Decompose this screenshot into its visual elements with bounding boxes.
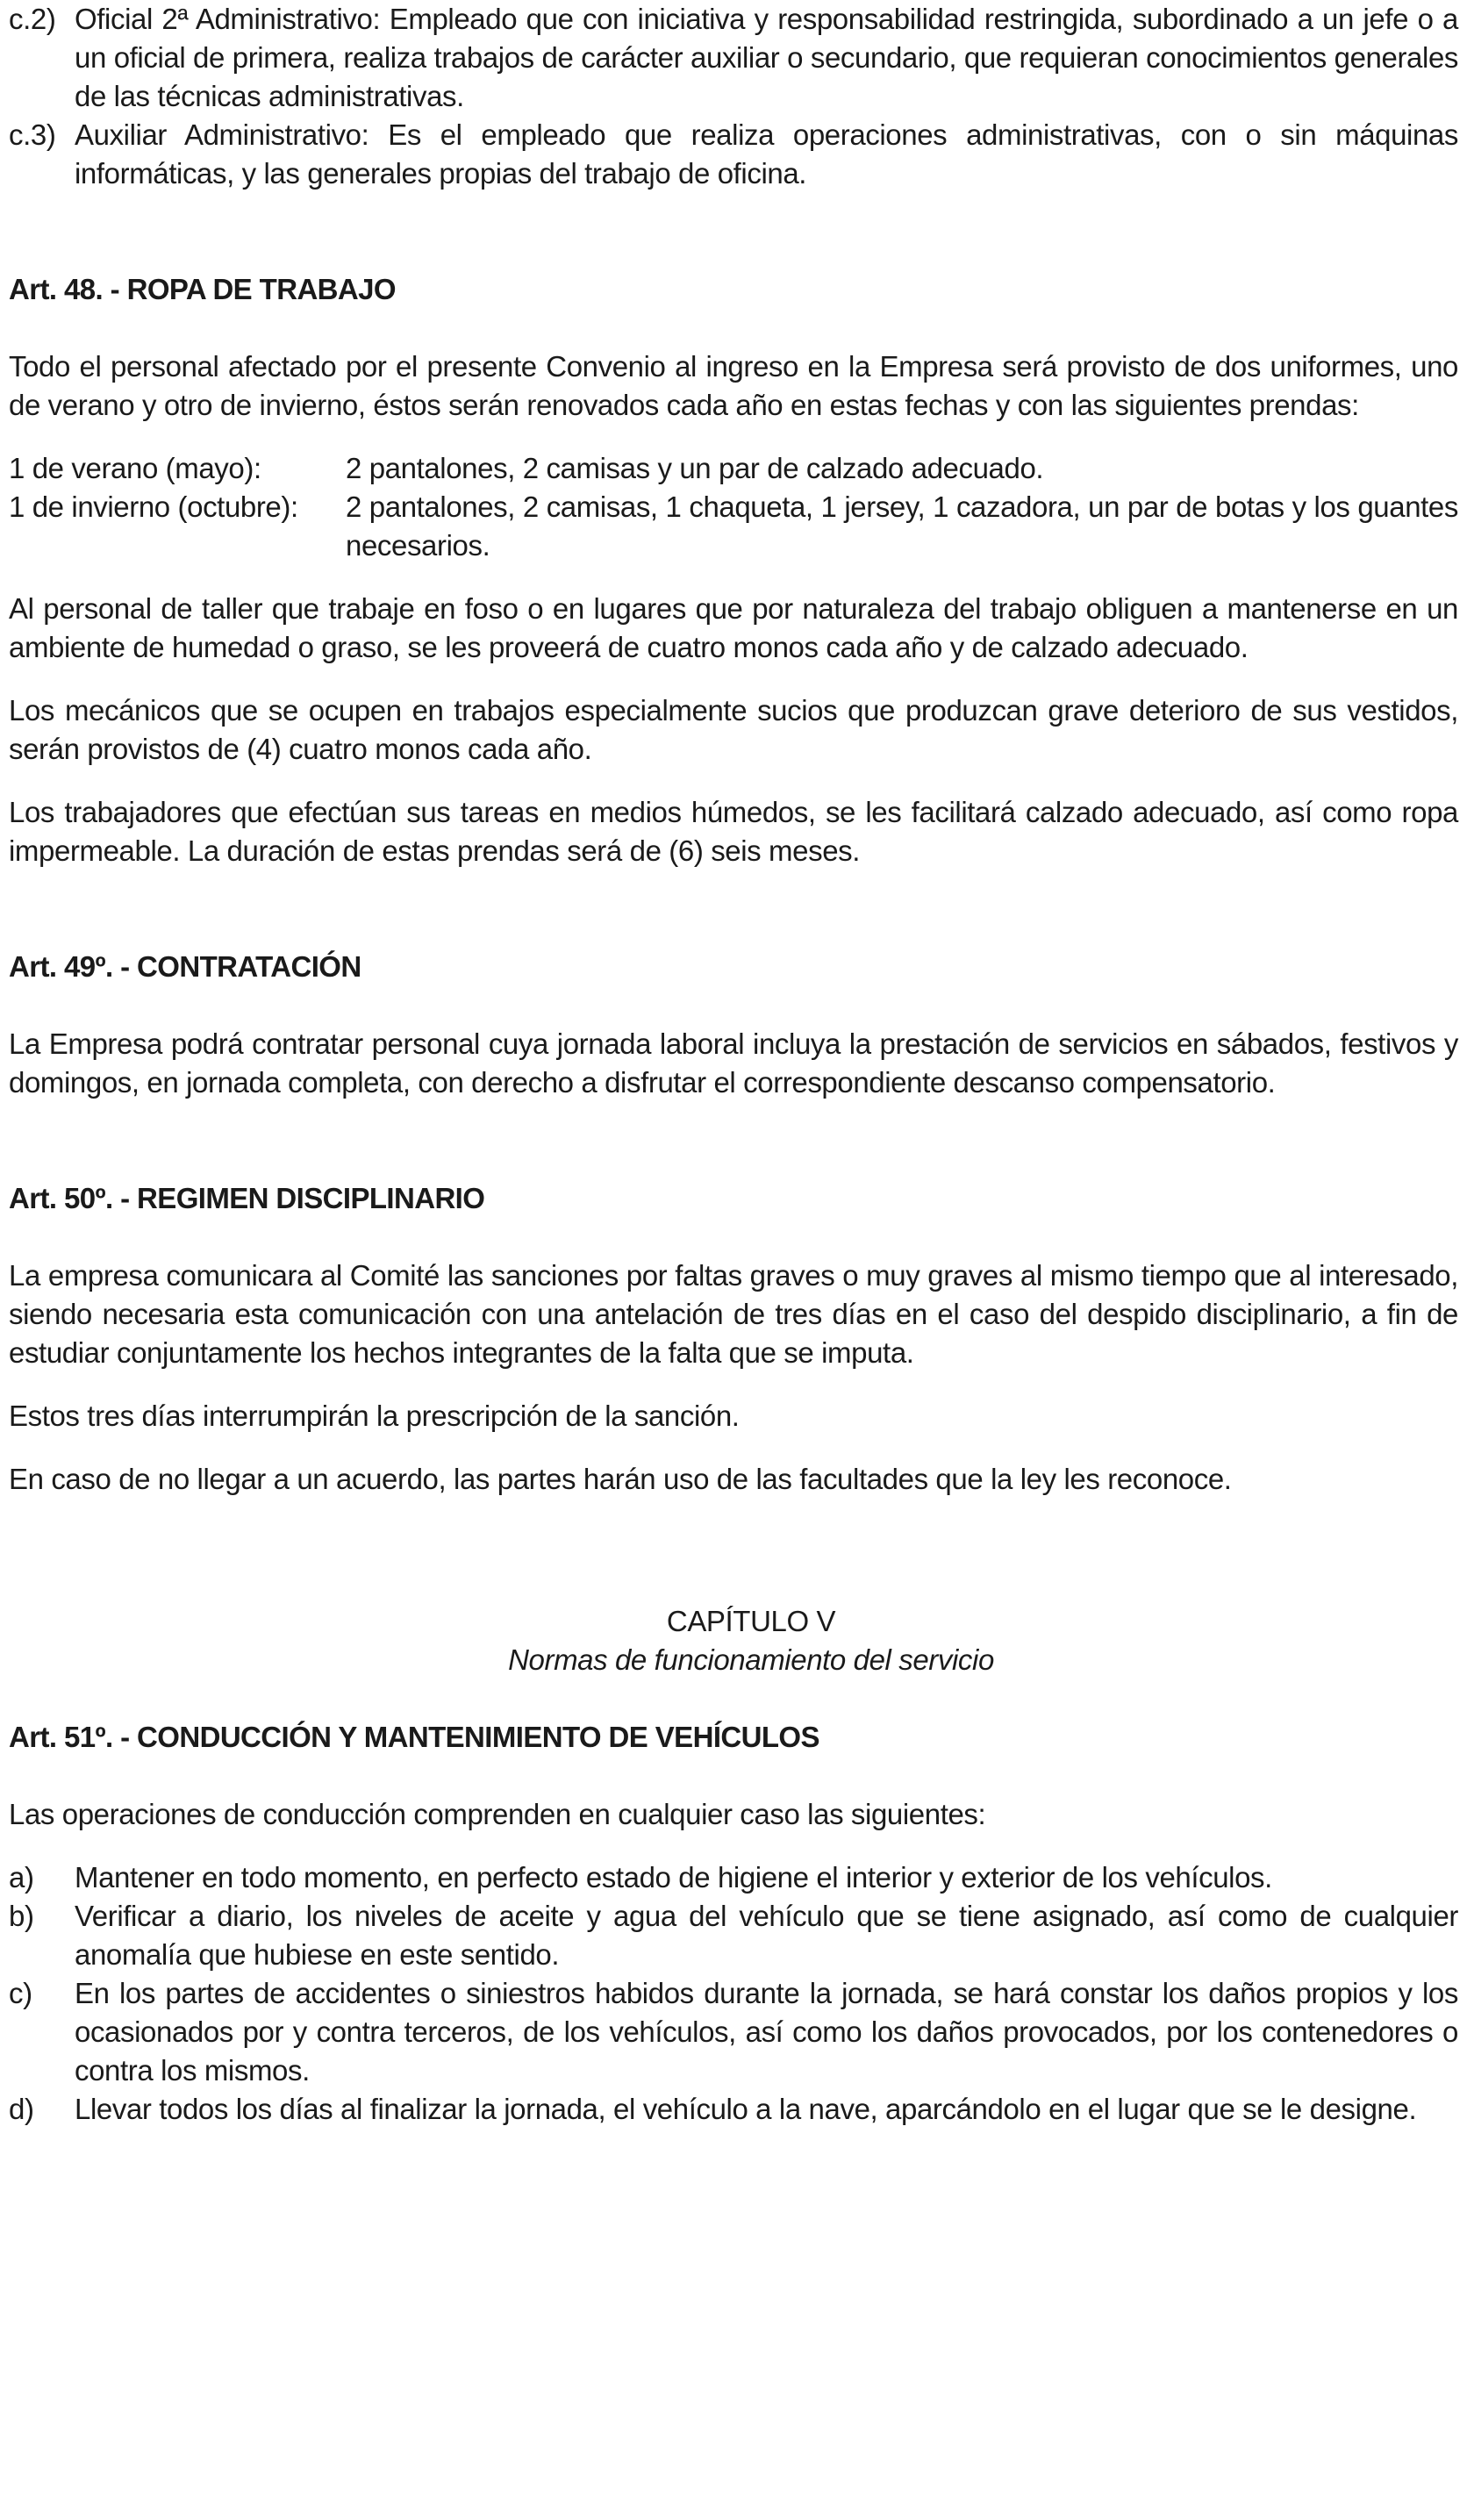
art48-paragraph-2: Al personal de taller que trabaje en foso o en lugares que por naturaleza del trabajo obliguen a mantenerse en un ambiente de humedad o graso, se les proveerá de cuatro monos cada año y de calzado adecuado. — [9, 592, 1458, 663]
art48-paragraph-1: Todo el personal afectado por el presente Convenio al ingreso en la Empresa será provisto de dos uniformes, uno de verano y otro de invierno, éstos serán renovados cada año en estas fechas y con las siguientes prendas: — [9, 350, 1458, 421]
list-item-c3 — [9, 116, 1458, 193]
item-marker: c) — [9, 1977, 32, 2009]
art48-heading: Art. 48. - ROPA DE TRABAJO — [9, 273, 396, 305]
item-text: Verificar a diario, los niveles de aceite y agua del vehículo que se tiene asignado, así como de cualquier anomalía que hubiese en este sentido. — [75, 1900, 1458, 1971]
art50-heading: Art. 50º. - REGIMEN DISCIPLINARIO — [9, 1182, 485, 1214]
list-item-b — [9, 1897, 1458, 1974]
art48-paragraph-4: Los trabajadores que efectúan sus tareas en medios húmedos, se les facilitará calzado adecuado, así como ropa impermeable. La duración de estas prendas será de (6) seis meses. — [9, 796, 1458, 867]
item-marker: c.3) — [9, 118, 56, 151]
chapter-subtitle: Normas de funcionamiento del servicio — [508, 1643, 994, 1676]
list-item-c — [9, 1974, 1458, 2090]
item-marker: a) — [9, 1861, 34, 1894]
uniform-desc: 2 pantalones, 2 camisas, 1 chaqueta, 1 jersey, 1 cazadora, un par de botas y los guantes necesarios. — [346, 490, 1458, 562]
item-text: Oficial 2ª Administrativo: Empleado que con iniciativa y responsabilidad restringida, subordinado a un jefe o a un oficial de primera, realiza trabajos de carácter auxiliar o secundario, que requieran conocimientos generales de las técnicas administrativas. — [75, 3, 1458, 112]
art49-heading: Art. 49º. - CONTRATACIÓN — [9, 950, 361, 983]
art50-paragraph-2: Estos tres días interrumpirán la prescripción de la sanción. — [9, 1400, 740, 1432]
art49-paragraph-1: La Empresa podrá contratar personal cuya jornada laboral incluya la prestación de servicios en sábados, festivos y domingos, en jornada completa, con derecho a disfrutar el correspondiente descanso compensatorio. — [9, 1027, 1458, 1099]
art48-paragraph-3: Los mecánicos que se ocupen en trabajos especialmente sucios que produzcan grave deterioro de sus vestidos, serán provistos de (4) cuatro monos cada año. — [9, 694, 1458, 765]
list-item-c2 — [9, 0, 1458, 116]
art50-paragraph-1: La empresa comunicara al Comité las sanciones por faltas graves o muy graves al mismo tiempo que al interesado, siendo necesaria esta comunicación con una antelación de tres días en el caso del despido disciplinario, a fin de estudiar conjuntamente los hechos integrantes de la falta que se imputa. — [9, 1259, 1458, 1369]
art50-paragraph-3: En caso de no llegar a un acuerdo, las partes harán uso de las facultades que la ley les reconoce. — [9, 1463, 1232, 1495]
list-item-a — [9, 1858, 1458, 1897]
uniform-desc: 2 pantalones, 2 camisas y un par de calzado adecuado. — [346, 452, 1044, 484]
uniform-summer-row — [9, 449, 1458, 488]
document-page — [9, 0, 1458, 2129]
chapter-title: CAPÍTULO V — [666, 1605, 836, 1637]
item-text: En los partes de accidentes o siniestros habidos durante la jornada, se hará constar los daños propios y los ocasionados por y contra terceros, de los vehículos, así como los daños provocados, por los contenedores o contra los mismos. — [75, 1977, 1458, 2087]
item-text: Llevar todos los días al finalizar la jornada, el vehículo a la nave, aparcándolo en el lugar que se le designe. — [75, 2093, 1417, 2125]
uniform-winter-row — [9, 488, 1458, 565]
uniform-label: 1 de verano (mayo): — [9, 452, 261, 484]
art51-heading: Art. 51º. - CONDUCCIÓN Y MANTENIMIENTO DE VEHÍCULOS — [9, 1721, 819, 1753]
item-text: Mantener en todo momento, en perfecto estado de higiene el interior y exterior de los vehículos. — [75, 1861, 1272, 1894]
item-marker: d) — [9, 2093, 34, 2125]
item-marker: b) — [9, 1900, 34, 1932]
item-marker: c.2) — [9, 3, 56, 35]
art51-intro: Las operaciones de conducción comprenden en cualquier caso las siguientes: — [9, 1798, 986, 1830]
item-text: Auxiliar Administrativo: Es el empleado que realiza operaciones administrativas, con o sin máquinas informáticas, y las generales propias del trabajo de oficina. — [75, 118, 1458, 190]
list-item-d — [9, 2090, 1458, 2129]
uniform-label: 1 de invierno (octubre): — [9, 490, 298, 523]
